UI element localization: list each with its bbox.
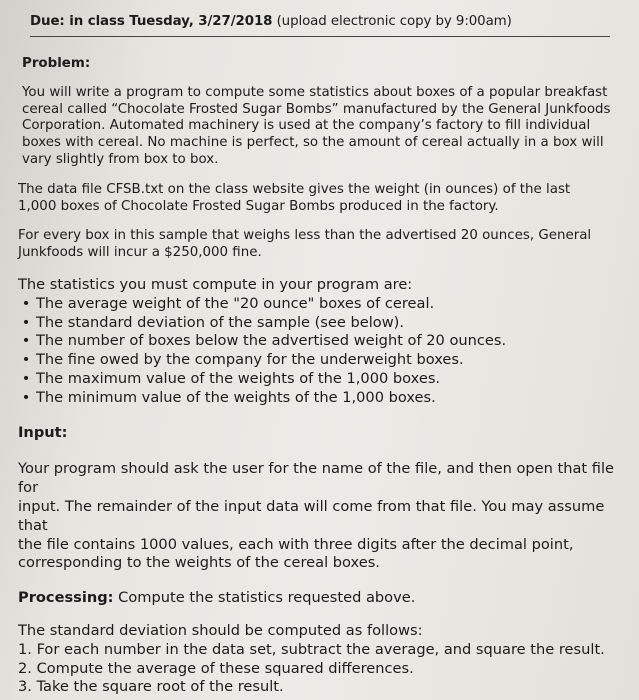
input-heading: Input: bbox=[18, 423, 68, 441]
step-item: 1. For each number in the data set, subtract the average, and square the result. bbox=[18, 640, 605, 658]
bullet: • bbox=[21, 313, 31, 331]
step-item: 2. Compute the average of these squared differences. bbox=[18, 659, 414, 677]
problem-heading: Problem: bbox=[22, 56, 91, 71]
bullet: • bbox=[21, 351, 31, 369]
bullet: • bbox=[21, 294, 31, 312]
fine-paragraph: For every box in this sample that weighs less than the advertised 20 ounces, General Junkfoods will incur a $250,000 fine. bbox=[18, 228, 592, 261]
statistic-item: • The average weight of the "20 ounce" boxes of cereal. bbox=[21, 294, 435, 312]
statistic-item: • The fine owed by the company for the underweight boxes. bbox=[21, 351, 464, 369]
bullet: • bbox=[21, 388, 31, 406]
statistic-item: • The number of boxes below the advertised weight of 20 ounces. bbox=[21, 332, 507, 350]
header-divider bbox=[30, 36, 610, 37]
statistic-item: • The standard deviation of the sample (see below). bbox=[21, 313, 405, 331]
data-file-paragraph: The data file CFSB.txt on the class website gives the weight (in ounces) of the last 1,000 boxes of Chocolate Frosted Sugar Bombs produced in the factory. bbox=[18, 181, 571, 214]
statistic-item: • The maximum value of the weights of the 1,000 boxes. bbox=[21, 369, 441, 387]
std-dev-steps bbox=[18, 641, 630, 697]
bullet: • bbox=[21, 369, 31, 387]
due-date-line bbox=[30, 14, 630, 29]
statistic-item: • The minimum value of the weights of the 1,000 boxes. bbox=[21, 388, 436, 406]
processing-heading: Processing: bbox=[18, 589, 114, 607]
problem-paragraph: You will write a program to compute some statistics about boxes of a popular breakfast cereal called “Chocolate Frosted Sugar Bombs” manufactured by the General Junkfoods Corporation. Automated machinery is used at the company’s factory to fill individual boxes with cereal. No machine is perfect, so the amount of cereal actually in a box will vary slightly from box to box. bbox=[22, 84, 611, 167]
due-date: Due: in class Tuesday, 3/27/2018 bbox=[30, 14, 273, 29]
step-item: 3. Take the square root of the result. bbox=[18, 678, 284, 696]
processing-line bbox=[18, 589, 630, 608]
bullet: • bbox=[21, 332, 31, 350]
statistics-list bbox=[18, 295, 630, 408]
upload-note: (upload electronic copy by 9:00am) bbox=[272, 14, 512, 29]
statistics-intro: The statistics you must compute in your program are: bbox=[18, 275, 413, 293]
input-paragraph: Your program should ask the user for the name of the file, and then open that file for input. The remainder of the input data will come from that file. You may assume that the file contains 1000 values, each with three digits after the decimal point, corresponding to the weights of the cereal boxes. bbox=[18, 460, 615, 572]
assignment-body bbox=[18, 50, 630, 697]
std-dev-intro: The standard deviation should be computed as follows: bbox=[18, 621, 423, 639]
processing-text: Compute the statistics requested above. bbox=[113, 589, 416, 607]
